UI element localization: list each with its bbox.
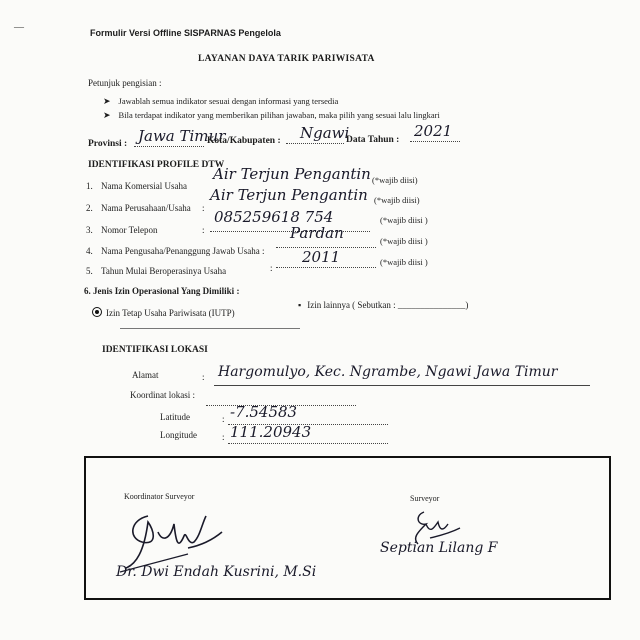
address-value[interactable]: Hargomulyo, Kec. Ngrambe, Ngawi Jawa Timur bbox=[218, 364, 558, 380]
coordinator-name: Dr. Dwi Endah Kusrini, M.Si bbox=[116, 564, 317, 580]
field-label: Nama Perusahaan/Usaha bbox=[101, 203, 191, 213]
longitude-underline bbox=[228, 443, 388, 444]
colon: : bbox=[222, 414, 225, 424]
instruction-text: Jawablah semua indikator sesuai dengan informasi yang tersedia bbox=[118, 96, 339, 106]
field-label: Nomor Telepon bbox=[101, 225, 158, 235]
year-value[interactable]: 2021 bbox=[414, 122, 453, 140]
field-note: (*wajib diisi ) bbox=[380, 215, 428, 225]
field-label: Nama Pengusaha/Penanggung Jawab Usaha : bbox=[101, 246, 265, 256]
header-title: Formulir Versi Offline SISPARNAS Pengelola bbox=[90, 28, 281, 38]
permit-label: 6. Jenis Izin Operasional Yang Dimiliki : bbox=[84, 286, 240, 296]
longitude-value[interactable]: 111.20943 bbox=[230, 423, 312, 441]
field-value-year-started[interactable]: 2011 bbox=[302, 248, 341, 266]
selected-circle-icon bbox=[92, 307, 102, 317]
field-value-owner[interactable]: Pardan bbox=[290, 224, 344, 242]
field-number: 1. bbox=[86, 181, 93, 191]
city-underline bbox=[286, 143, 344, 144]
surveyor-name: Septian Lilang F bbox=[380, 540, 498, 556]
colon: : bbox=[202, 203, 205, 213]
permit-separator bbox=[120, 328, 300, 329]
field-value-phone[interactable]: 085259618 754 bbox=[214, 208, 334, 226]
latitude-value[interactable]: -7.54583 bbox=[230, 403, 298, 421]
permit-option-iutp[interactable] bbox=[92, 306, 235, 318]
field-number: 4. bbox=[86, 246, 93, 256]
field-label: Nama Komersial Usaha bbox=[101, 181, 187, 191]
arrow-icon: ➤ bbox=[103, 96, 111, 106]
field-value-commercial-name[interactable]: Air Terjun Pengantin bbox=[213, 165, 371, 183]
permit-option-other[interactable] bbox=[298, 300, 468, 310]
city-label: Kota/Kabupaten : bbox=[207, 136, 281, 146]
field-number: 3. bbox=[86, 225, 93, 235]
year-label: Data Tahun : bbox=[346, 135, 400, 145]
permit-option-label: Izin Tetap Usaha Pariwisata (IUTP) bbox=[106, 308, 235, 318]
province-underline bbox=[134, 146, 204, 147]
arrow-icon: ➤ bbox=[103, 110, 111, 120]
field-row-4 bbox=[86, 246, 264, 256]
province-value[interactable]: Jawa Timur bbox=[138, 127, 226, 145]
permit-option-label: Izin lainnya ( Sebutkan : _______________) bbox=[307, 300, 469, 310]
year-underline bbox=[410, 141, 460, 142]
colon: : bbox=[222, 432, 225, 442]
year-started-underline bbox=[276, 267, 376, 268]
field-note: (*wajib diisi ) bbox=[380, 257, 428, 267]
location-heading: IDENTIFIKASI LOKASI bbox=[102, 345, 208, 355]
field-value-company-name[interactable]: Air Terjun Pengantin bbox=[210, 186, 368, 204]
longitude-label: Longitude bbox=[160, 430, 197, 440]
field-note: (*wajib diisi ) bbox=[380, 236, 428, 246]
instruction-item-1 bbox=[103, 96, 338, 107]
province-label: Provinsi : bbox=[88, 139, 128, 149]
instruction-text: Bila terdapat indikator yang memberikan pilihan jawaban, maka pilih yang sesuai lalu lingkari bbox=[118, 110, 440, 120]
corner-mark: — bbox=[14, 22, 24, 33]
field-row-5 bbox=[86, 266, 226, 276]
surveyor-title: Surveyor bbox=[410, 494, 440, 503]
field-number: 2. bbox=[86, 203, 93, 213]
field-row-3 bbox=[86, 225, 157, 235]
field-label: Tahun Mulai Beroperasinya Usaha bbox=[101, 266, 227, 276]
field-number: 5. bbox=[86, 266, 93, 276]
form-title: LAYANAN DAYA TARIK PARIWISATA bbox=[198, 54, 375, 64]
instructions-heading: Petunjuk pengisian : bbox=[88, 78, 162, 88]
latitude-label: Latitude bbox=[160, 412, 190, 422]
coordinator-title: Koordinator Surveyor bbox=[124, 492, 195, 501]
instruction-item-2 bbox=[103, 110, 440, 121]
coordinate-label: Koordinat lokasi : bbox=[130, 390, 195, 400]
bullet-icon: ▪ bbox=[298, 300, 302, 310]
address-underline bbox=[214, 385, 590, 386]
profile-heading: IDENTIFIKASI PROFILE DTW bbox=[88, 160, 225, 170]
colon: : bbox=[270, 263, 273, 273]
address-label: Alamat bbox=[132, 370, 159, 380]
field-note: (*wajib diisi) bbox=[372, 175, 418, 185]
field-note: (*wajib diisi) bbox=[374, 195, 420, 205]
colon: : bbox=[202, 225, 205, 235]
colon: : bbox=[202, 372, 205, 382]
city-value[interactable]: Ngawi bbox=[300, 124, 350, 142]
field-row-2 bbox=[86, 203, 191, 213]
field-row-1 bbox=[86, 181, 187, 191]
